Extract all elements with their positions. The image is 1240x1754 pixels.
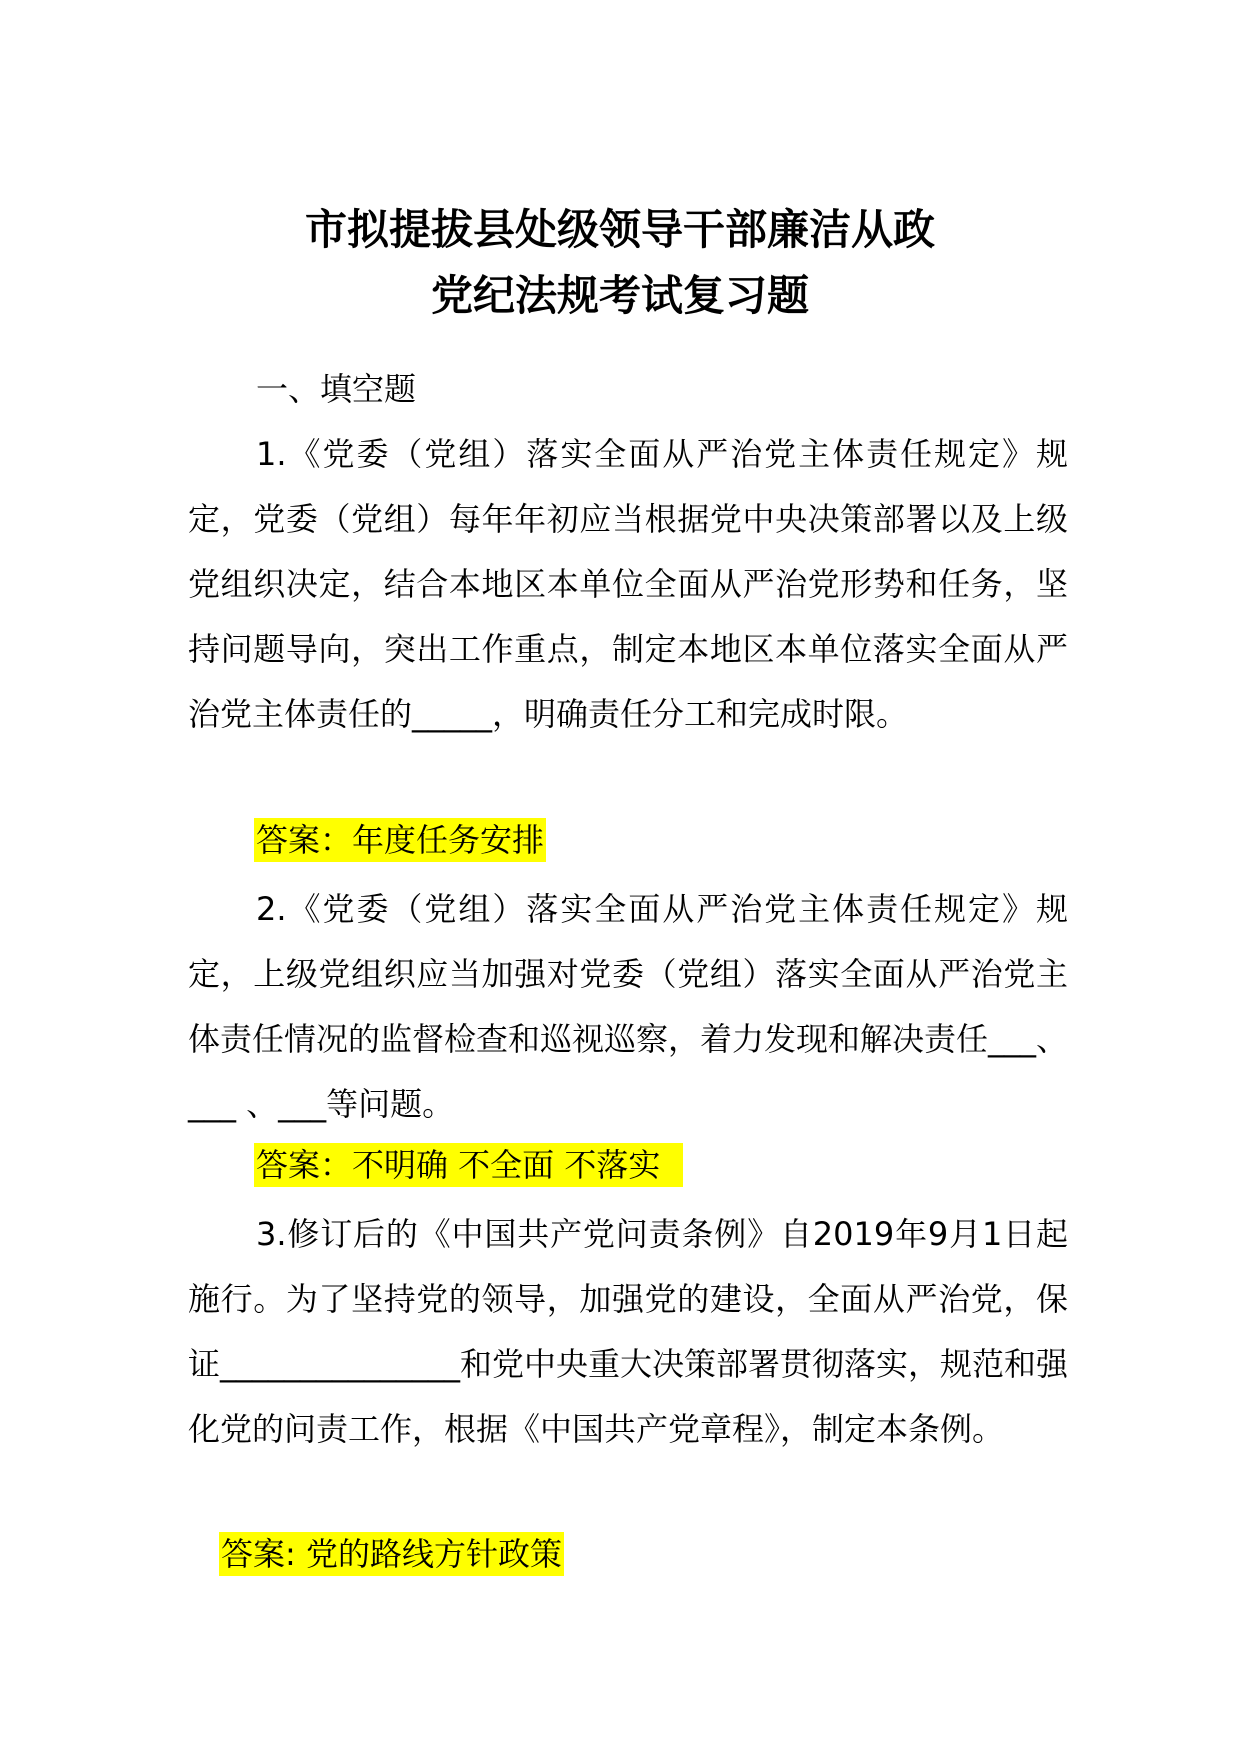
question-3-text: 3.修订后的《中国共产党问责条例》自2019年9月1日起施行。为了坚持党的领导，加强党的建设，全面从严治党，保证_______________和党中央重大决策部署贯彻落实，规范和强化党的问责工作，根据《中国共产党章程》，制定本条例。 bbox=[188, 1215, 1069, 1448]
section-heading: 一、填空题 bbox=[256, 370, 417, 408]
question-1-text: 1.《党委（党组）落实全面从严治党主体责任规定》规定，党委（党组）每年年初应当根据党中央决策部署以及上级党组织决定，结合本地区本单位全面从严治党形势和任务，坚持问题导向，突出工作重点，制定本地区本单位落实全面从严治党主体责任的_____，明确责任分工和完成时限。 bbox=[188, 435, 1068, 733]
question-3-answer: 答案: 党的路线方针政策 bbox=[219, 1532, 564, 1576]
document-title-line-1: 市拟提拔县处级领导干部廉洁从政 bbox=[304, 205, 935, 254]
document-title-line-2: 党纪法规考试复习题 bbox=[430, 271, 809, 320]
question-1-answer: 答案：年度任务安排 bbox=[254, 818, 546, 862]
question-2-text: 2.《党委（党组）落实全面从严治党主体责任规定》规定，上级党组织应当加强对党委（党组）落实全面从严治党主体责任情况的监督检查和巡视巡察，着力发现和解决责任___、___ 、___等问题。 bbox=[188, 890, 1069, 1123]
question-2-answer: 答案：不明确 不全面 不落实 bbox=[254, 1143, 683, 1187]
